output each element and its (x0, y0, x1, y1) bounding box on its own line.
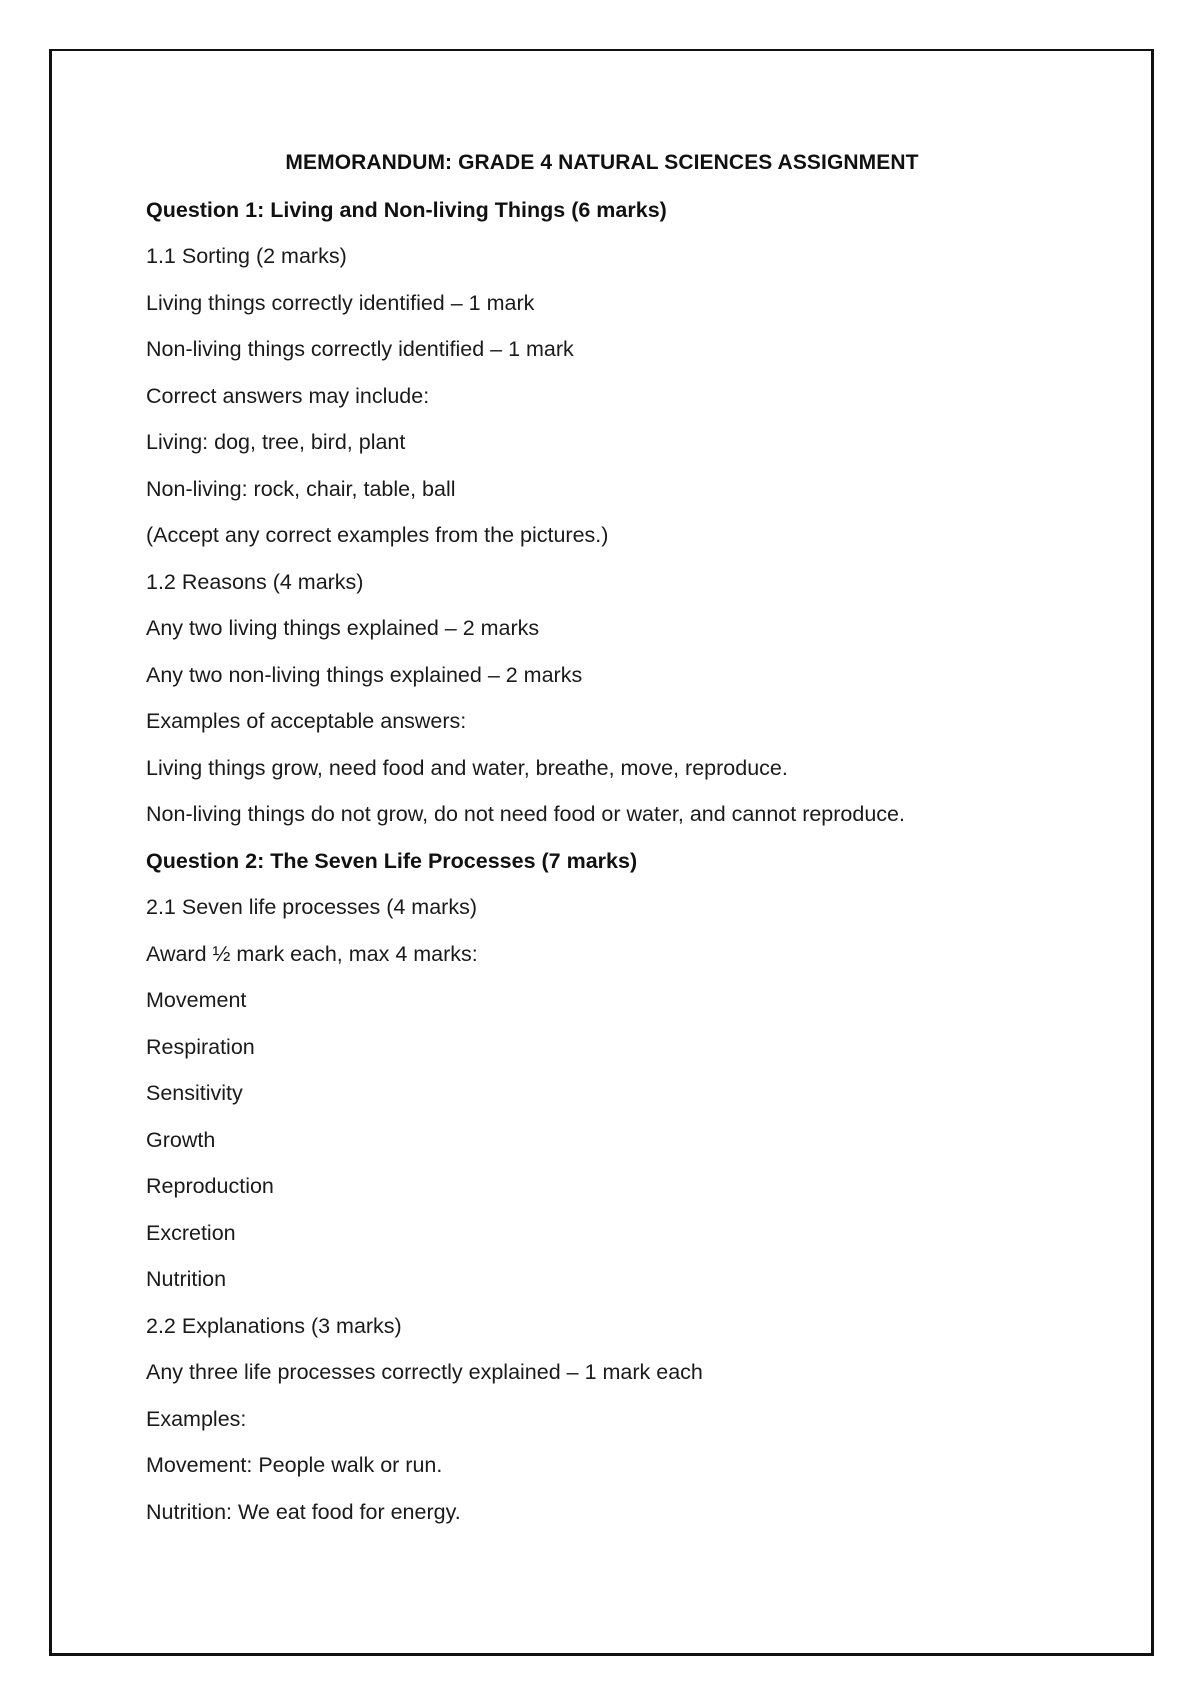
q2-line: Any three life processes correctly explained – 1 mark each (146, 1360, 703, 1384)
q1-line: Non-living things do not grow, do not need food or water, and cannot reproduce. (146, 802, 905, 826)
q1-line: Any two living things explained – 2 marks (146, 616, 540, 640)
question-2-heading: Question 2: The Seven Life Processes (7 marks) (146, 848, 638, 873)
q1-line: Living things grow, need food and water, breathe, move, reproduce. (146, 755, 788, 780)
q1-line: 1.2 Reasons (4 marks) (146, 569, 364, 594)
q2-line: Sensitivity (146, 1081, 243, 1105)
document-title: MEMORANDUM: GRADE 4 NATURAL SCIENCES ASSIGNMENT (285, 151, 919, 174)
q1-line: Non-living things correctly identified – 1 mark (146, 337, 574, 361)
q2-line: 2.2 Explanations (3 marks) (146, 1313, 402, 1338)
q1-line: Correct answers may include: (146, 383, 430, 408)
q2-line: Reproduction (146, 1174, 274, 1198)
q1-line: Any two non-living things explained – 2 marks (146, 662, 583, 687)
q1-line: Living: dog, tree, bird, plant (146, 430, 406, 454)
q2-line: Award ½ mark each, max 4 marks: (146, 941, 478, 966)
q1-line: Non-living: rock, chair, table, ball (146, 476, 456, 501)
q2-line: 2.1 Seven life processes (4 marks) (146, 895, 477, 919)
q2-line: Growth (146, 1127, 216, 1152)
q1-line: Living things correctly identified – 1 mark (146, 290, 535, 315)
question-1-heading: Question 1: Living and Non-living Things (6 marks) (146, 197, 667, 222)
q2-line: Examples: (146, 1406, 247, 1431)
q2-line: Nutrition: We eat food for energy. (146, 1499, 461, 1524)
q1-line: 1.1 Sorting (2 marks) (146, 244, 347, 268)
q2-line: Movement: People walk or run. (146, 1453, 443, 1477)
question-1-section (146, 187, 1096, 838)
q2-line: Movement (146, 988, 247, 1012)
q2-line: Respiration (146, 1034, 255, 1059)
q2-line: Nutrition (146, 1267, 227, 1291)
q1-line: (Accept any correct examples from the pictures.) (146, 523, 609, 547)
question-2-section (146, 838, 1096, 1536)
memorandum-content (146, 140, 1096, 1535)
q2-line: Excretion (146, 1220, 236, 1245)
q1-line: Examples of acceptable answers: (146, 709, 467, 733)
